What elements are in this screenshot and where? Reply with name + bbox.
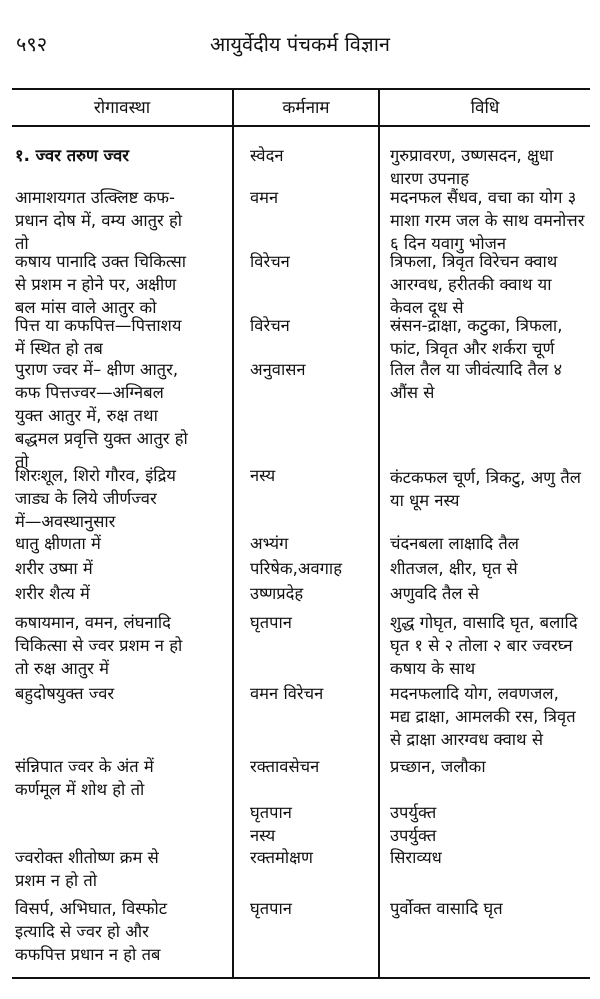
row-karma: नस्य — [250, 466, 276, 485]
row-vidhi: अणुवदि तैल से — [390, 584, 479, 603]
row-karma: स्वेदन — [250, 146, 284, 165]
row-karma: घृतपान — [250, 613, 292, 632]
row-karma: अभ्यंग — [250, 534, 289, 553]
row-karma: उष्णप्रदेह — [250, 584, 304, 603]
row-condition: १. ज्वर तरुण ज्वर — [15, 146, 130, 165]
row-vidhi: त्रिफला, त्रिवृत विरेचन क्वाथ आरग्वध, हरीतकी क्वाथ या केवल दूध से — [390, 252, 558, 317]
row-karma: रक्तावसेचन — [250, 757, 320, 776]
row-condition: शरीर शैत्य में — [15, 584, 90, 603]
row-vidhi: गुरुप्रावरण, उष्णसदन, क्षुधा धारण उपनाह — [390, 146, 554, 188]
row-vidhi: पुर्वोक्त वासादि घृत — [390, 899, 503, 918]
row-karma: रक्तमोक्षण — [250, 848, 313, 867]
page-number: ५९२ — [16, 32, 48, 56]
row-vidhi: चंदनबला लाक्षादि तैल — [390, 534, 519, 553]
row-vidhi: कंटकफल चूर्ण, त्रिकटु, अणु तैल या धूम नस्य — [390, 468, 581, 510]
column-divider — [232, 88, 234, 977]
table-top-rule — [12, 88, 590, 90]
row-condition: आमाशयगत उत्क्लिष्ट कफ- प्रधान दोष में, वम्य आतुर हो तो — [15, 188, 183, 253]
row-vidhi: प्रच्छान, जलौका — [390, 757, 486, 776]
row-condition: विसर्प, अभिघात, विस्फोट इत्यादि से ज्वर हो और कफपित्त प्रधान न हो तब — [15, 899, 168, 964]
row-condition: शिरःशूल, शिरो गौरव, इंद्रिय जाड्य के लिये जीर्णज्वर में—अवस्थानुसार — [15, 466, 176, 531]
row-condition: धातु क्षीणता में — [15, 534, 101, 553]
row-vidhi: शीतजल, क्षीर, घृत से — [390, 559, 518, 578]
header-rule — [12, 125, 590, 127]
column-divider — [378, 88, 380, 977]
row-karma: वमन विरेचन — [250, 684, 324, 703]
header-condition: रोगावस्था — [93, 98, 151, 118]
header-vidhi: विधि — [470, 98, 500, 118]
row-karma: परिषेक,अवगाह — [250, 559, 342, 578]
row-condition: पित्त या कफपित्त—पित्ताशय में स्थित हो तब — [15, 316, 182, 358]
row-condition: शरीर उष्मा में — [15, 559, 93, 578]
row-karma: विरेचन — [250, 316, 290, 335]
page-title: आयुर्वेदीय पंचकर्म विज्ञान — [209, 32, 391, 56]
row-karma: विरेचन — [250, 252, 290, 271]
row-condition: संन्निपात ज्वर के अंत में कर्णमूल में शोथ हो तो — [15, 757, 154, 799]
row-karma: अनुवासन — [250, 360, 306, 379]
table-bottom-rule — [12, 977, 590, 979]
header-karma: कर्मनाम — [282, 98, 330, 118]
row-condition: कषाय पानादि उक्त चिकित्सा से प्रशम न होने पर, अक्षीण बल मांस वाले आतुर को — [15, 252, 187, 317]
row-vidhi: सिराव्यध — [390, 848, 442, 867]
row-vidhi: तिल तैल या जीवंत्यादि तैल ४ औंस से — [390, 360, 563, 402]
row-vidhi: मदनफल सैंधव, वचा का योग ३ माशा गरम जल के साथ वमनोत्तर ६ दिन यवागु भोजन — [390, 188, 585, 253]
row-karma: घृतपान नस्य — [250, 803, 292, 845]
row-vidhi: स्रंसन-द्राक्षा, कटुका, त्रिफला, फांट, त्रिवृत और शर्करा चूर्ण — [390, 316, 563, 358]
row-vidhi: मदनफलादि योग, लवणजल, मद्य द्राक्षा, आमलकी रस, त्रिवृत से द्राक्षा आरग्वध क्वाथ से — [390, 684, 576, 749]
row-vidhi: शुद्ध गोघृत, वासादि घृत, बलादि घृत १ से २ तोला २ बार ज्वरघ्न कषाय के साथ — [390, 613, 578, 678]
row-karma: घृतपान — [250, 899, 292, 918]
row-condition: कषायमान, वमन, लंघनादि चिकित्सा से ज्वर प्रशम न हो तो रुक्ष आतुर में — [15, 613, 183, 678]
row-condition: पुराण ज्वर में– क्षीण आतुर, कफ पित्तज्वर—अग्निबल युक्त आतुर में, रुक्ष तथा बद्धमल प्रवृत्ति युक्त आतुर हो तो — [15, 360, 188, 471]
row-condition: बहुदोषयुक्त ज्वर — [15, 684, 115, 703]
row-karma: वमन — [250, 188, 279, 207]
row-condition: ज्वरोक्त शीतोष्ण क्रम से प्रशम न हो तो — [15, 848, 159, 890]
row-vidhi: उपर्युक्त उपर्युक्त — [390, 803, 437, 845]
